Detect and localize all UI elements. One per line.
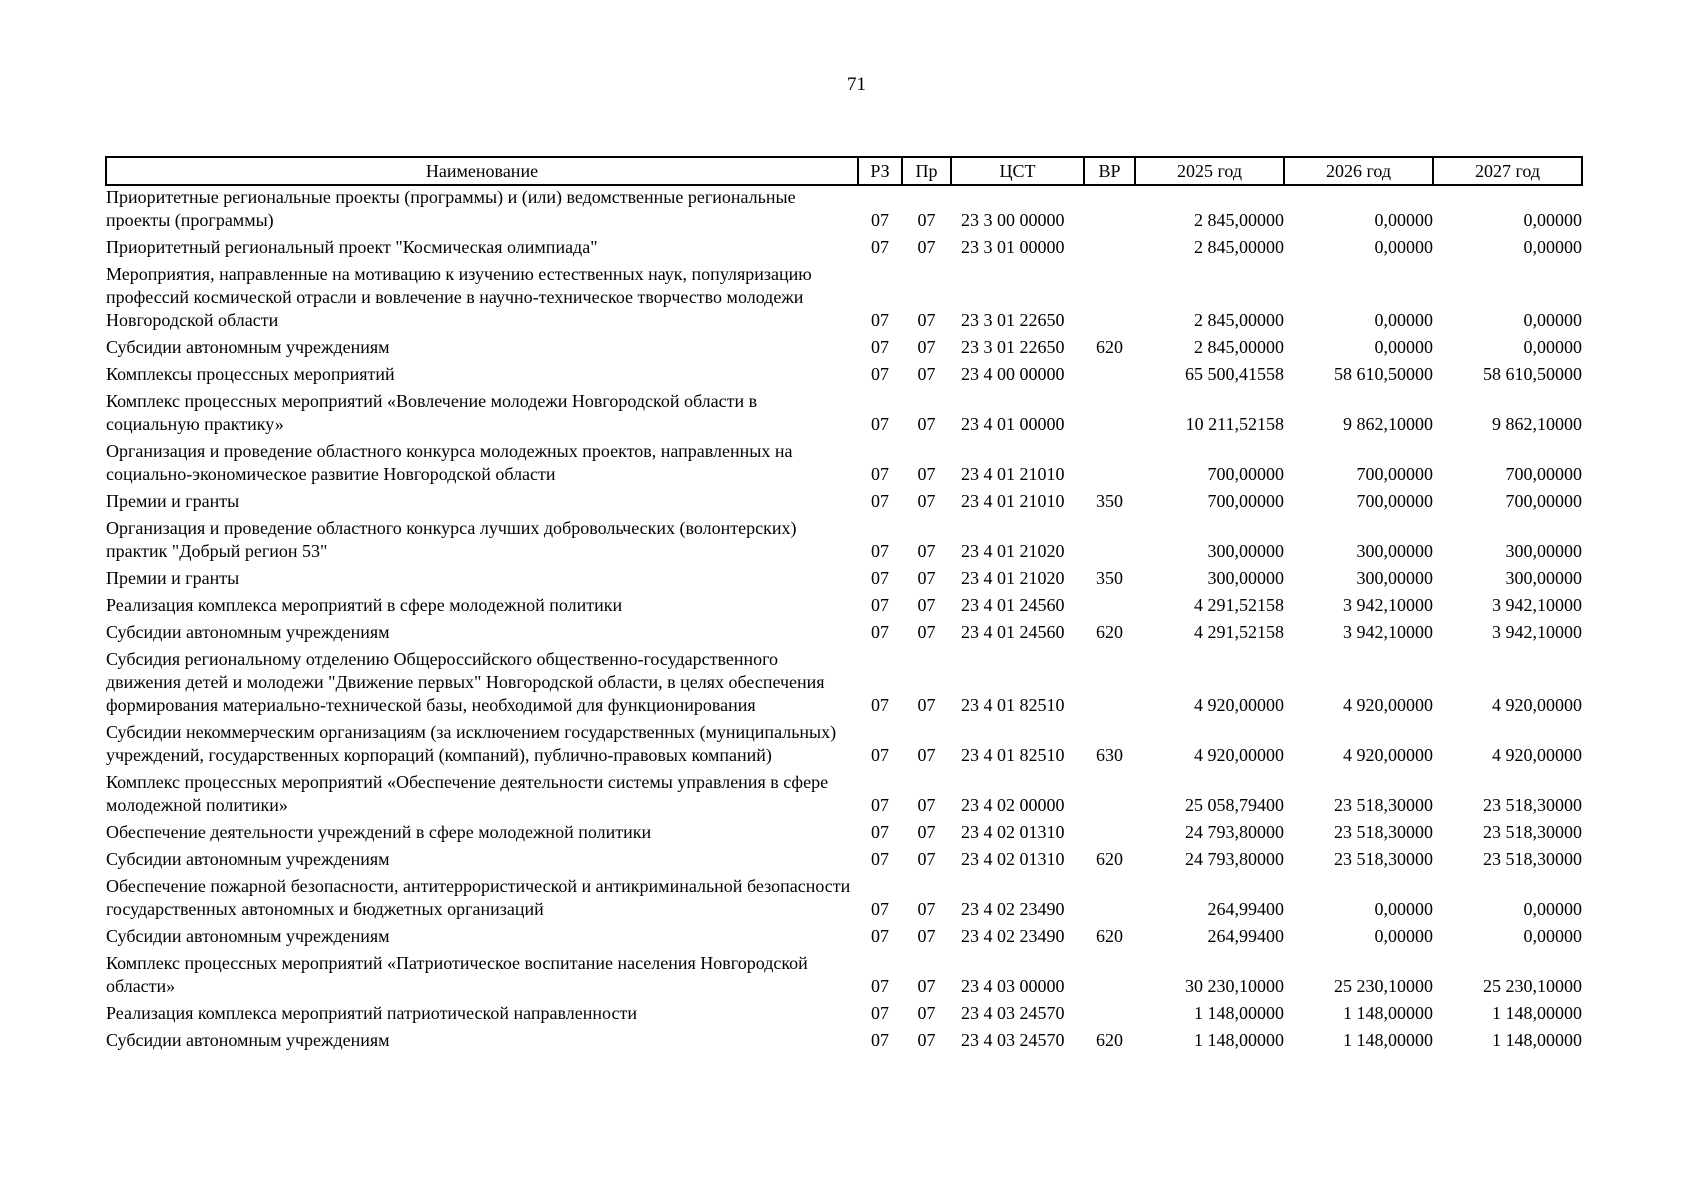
cell-rz: 07 [871, 337, 889, 357]
cell-pr: 07 [917, 541, 936, 561]
cell-2025: 1 148,00000 [1194, 1030, 1284, 1050]
cell-cst: 23 3 01 22650 [961, 310, 1065, 330]
header-rz: РЗ [858, 157, 902, 185]
table-row [106, 925, 1582, 952]
table-row [106, 236, 1582, 263]
cell-rz: 07 [871, 1003, 889, 1023]
cell-vr [1084, 648, 1135, 721]
cell-cst: 23 4 02 23490 [961, 926, 1065, 946]
cell-2027: 9 862,10000 [1492, 414, 1582, 434]
cell-vr [1084, 517, 1135, 567]
cell-2025: 4 920,00000 [1194, 745, 1284, 765]
cell-2025: 1 148,00000 [1194, 1003, 1284, 1023]
cell-name: Реализация комплекса мероприятий патриотической направленности [106, 1003, 637, 1023]
table-row [106, 363, 1582, 390]
cell-cst: 23 4 01 21020 [961, 541, 1065, 561]
table-row [106, 517, 1582, 567]
cell-2026: 0,00000 [1374, 337, 1433, 357]
cell-cst: 23 4 01 82510 [961, 745, 1065, 765]
cell-2027: 58 610,50000 [1483, 364, 1582, 384]
cell-2025: 300,00000 [1207, 541, 1284, 561]
cell-2026: 23 518,30000 [1334, 822, 1433, 842]
cell-2026: 4 920,00000 [1343, 745, 1433, 765]
cell-2025: 700,00000 [1207, 464, 1284, 484]
header-2026: 2026 год [1284, 157, 1433, 185]
cell-name: Приоритетные региональные проекты (программы) и (или) ведомственные региональные проекты (программы) [106, 187, 796, 230]
table-row [106, 821, 1582, 848]
cell-vr: 350 [1096, 568, 1123, 588]
table-row [106, 567, 1582, 594]
cell-name: Организация и проведение областного конкурса молодежных проектов, направленных на социально-экономическое развитие Новгородской области [106, 441, 793, 484]
cell-2026: 23 518,30000 [1334, 849, 1433, 869]
cell-vr [1084, 594, 1135, 621]
cell-name: Субсидии автономным учреждениям [106, 926, 390, 946]
cell-pr: 07 [917, 622, 936, 642]
cell-name: Комплекс процессных мероприятий «Патриотическое воспитание населения Новгородской области» [106, 953, 808, 996]
cell-2026: 0,00000 [1374, 210, 1433, 230]
cell-2025: 2 845,00000 [1194, 210, 1284, 230]
cell-vr [1084, 875, 1135, 925]
cell-name: Обеспечение деятельности учреждений в сфере молодежной политики [106, 822, 652, 842]
table-row [106, 875, 1582, 925]
cell-pr: 07 [917, 210, 936, 230]
table-row [106, 390, 1582, 440]
table-row [106, 490, 1582, 517]
cell-vr: 620 [1096, 926, 1123, 946]
cell-pr: 07 [917, 745, 936, 765]
cell-2027: 0,00000 [1523, 310, 1582, 330]
cell-cst: 23 4 01 82510 [961, 695, 1065, 715]
cell-2027: 0,00000 [1523, 926, 1582, 946]
cell-pr: 07 [917, 337, 936, 357]
cell-pr: 07 [917, 695, 936, 715]
cell-pr: 07 [917, 595, 936, 615]
table-row [106, 621, 1582, 648]
cell-2027: 0,00000 [1523, 899, 1582, 919]
cell-name: Мероприятия, направленные на мотивацию к изучению естественных наук, популяризацию профессий космической отрасли и вовлечение в научно-техническое творчество молодежи Новгородской области [106, 264, 812, 330]
cell-vr [1084, 821, 1135, 848]
cell-pr: 07 [917, 1003, 936, 1023]
cell-2025: 4 291,52158 [1194, 622, 1284, 642]
budget-table [105, 156, 1583, 1056]
cell-vr [1084, 363, 1135, 390]
cell-pr: 07 [917, 1030, 936, 1050]
cell-rz: 07 [871, 849, 889, 869]
cell-2025: 10 211,52158 [1185, 414, 1284, 434]
cell-2026: 23 518,30000 [1334, 795, 1433, 815]
cell-cst: 23 3 01 22650 [961, 337, 1065, 357]
cell-2025: 30 230,10000 [1185, 976, 1284, 996]
cell-rz: 07 [871, 595, 889, 615]
cell-cst: 23 4 01 24560 [961, 595, 1065, 615]
cell-cst: 23 4 02 00000 [961, 795, 1065, 815]
cell-pr: 07 [917, 464, 936, 484]
cell-2025: 4 291,52158 [1194, 595, 1284, 615]
cell-2026: 3 942,10000 [1343, 595, 1433, 615]
cell-vr: 620 [1096, 849, 1123, 869]
table-row [106, 185, 1582, 236]
cell-2025: 25 058,79400 [1185, 795, 1284, 815]
cell-2025: 264,99400 [1207, 899, 1284, 919]
cell-2026: 58 610,50000 [1334, 364, 1433, 384]
cell-cst: 23 4 03 00000 [961, 976, 1065, 996]
cell-rz: 07 [871, 210, 889, 230]
cell-vr [1084, 236, 1135, 263]
header-pr: Пр [902, 157, 951, 185]
cell-2026: 300,00000 [1356, 568, 1433, 588]
cell-pr: 07 [917, 414, 936, 434]
cell-name: Премии и гранты [106, 568, 240, 588]
cell-vr [1084, 771, 1135, 821]
table-row [106, 1029, 1582, 1056]
cell-cst: 23 4 01 21020 [961, 568, 1065, 588]
cell-rz: 07 [871, 237, 889, 257]
page-number: 71 [847, 74, 866, 95]
cell-2026: 25 230,10000 [1334, 976, 1433, 996]
cell-vr [1084, 1002, 1135, 1029]
cell-2025: 4 920,00000 [1194, 695, 1284, 715]
cell-2027: 1 148,00000 [1492, 1003, 1582, 1023]
cell-pr: 07 [917, 310, 936, 330]
table-row [106, 263, 1582, 336]
cell-vr [1084, 185, 1135, 236]
cell-2027: 1 148,00000 [1492, 1030, 1582, 1050]
cell-2025: 65 500,41558 [1185, 364, 1284, 384]
cell-pr: 07 [917, 491, 936, 511]
header-name: Наименование [106, 157, 858, 185]
cell-cst: 23 4 02 01310 [961, 849, 1065, 869]
cell-rz: 07 [871, 899, 889, 919]
cell-2027: 25 230,10000 [1483, 976, 1582, 996]
table-row [106, 952, 1582, 1002]
cell-2026: 9 862,10000 [1343, 414, 1433, 434]
cell-2027: 700,00000 [1505, 491, 1582, 511]
cell-2027: 0,00000 [1523, 337, 1582, 357]
cell-cst: 23 4 00 00000 [961, 364, 1065, 384]
cell-rz: 07 [871, 464, 889, 484]
cell-pr: 07 [917, 237, 936, 257]
cell-2026: 0,00000 [1374, 237, 1433, 257]
cell-2025: 2 845,00000 [1194, 337, 1284, 357]
cell-2025: 700,00000 [1207, 491, 1284, 511]
cell-2027: 300,00000 [1505, 541, 1582, 561]
cell-name: Комплекс процессных мероприятий «Вовлечение молодежи Новгородской области в социальную практику» [106, 391, 758, 434]
cell-vr: 620 [1096, 622, 1123, 642]
cell-2027: 700,00000 [1505, 464, 1582, 484]
table-body [106, 185, 1582, 1056]
table-row [106, 848, 1582, 875]
cell-rz: 07 [871, 795, 889, 815]
cell-pr: 07 [917, 568, 936, 588]
header-2025: 2025 год [1135, 157, 1284, 185]
cell-rz: 07 [871, 695, 889, 715]
cell-2025: 2 845,00000 [1194, 237, 1284, 257]
cell-vr [1084, 390, 1135, 440]
table-row [106, 648, 1582, 721]
cell-rz: 07 [871, 491, 889, 511]
cell-rz: 07 [871, 622, 889, 642]
cell-vr [1084, 263, 1135, 336]
cell-rz: 07 [871, 414, 889, 434]
cell-cst: 23 4 02 01310 [961, 822, 1065, 842]
cell-vr: 350 [1096, 491, 1123, 511]
cell-rz: 07 [871, 568, 889, 588]
cell-cst: 23 3 01 00000 [961, 237, 1065, 257]
cell-vr [1084, 952, 1135, 1002]
cell-2026: 3 942,10000 [1343, 622, 1433, 642]
cell-2026: 300,00000 [1356, 541, 1433, 561]
cell-pr: 07 [917, 795, 936, 815]
table-row [106, 440, 1582, 490]
cell-name: Премии и гранты [106, 491, 240, 511]
cell-name: Обеспечение пожарной безопасности, антитеррористической и антикриминальной безопасности государственных автономных и бюджетных организаций [106, 876, 851, 919]
table-row [106, 1002, 1582, 1029]
cell-2027: 23 518,30000 [1483, 795, 1582, 815]
cell-vr [1084, 440, 1135, 490]
cell-name: Субсидии некоммерческим организациям (за исключением государственных (муниципальных) учреждений, государственных корпораций (компаний), публично-правовых компаний) [106, 722, 837, 765]
cell-rz: 07 [871, 745, 889, 765]
cell-cst: 23 4 03 24570 [961, 1030, 1065, 1050]
cell-cst: 23 4 01 21010 [961, 464, 1065, 484]
cell-2027: 3 942,10000 [1492, 595, 1582, 615]
cell-pr: 07 [917, 976, 936, 996]
cell-name: Приоритетный региональный проект "Космическая олимпиада" [106, 237, 598, 257]
cell-vr: 620 [1096, 1030, 1123, 1050]
cell-2025: 2 845,00000 [1194, 310, 1284, 330]
table-row [106, 336, 1582, 363]
cell-2026: 1 148,00000 [1343, 1030, 1433, 1050]
cell-2026: 0,00000 [1374, 899, 1433, 919]
cell-2027: 23 518,30000 [1483, 849, 1582, 869]
cell-name: Комплекс процессных мероприятий «Обеспечение деятельности системы управления в сфере молодежной политики» [106, 772, 829, 815]
cell-name: Комплексы процессных мероприятий [106, 364, 395, 384]
cell-2027: 300,00000 [1505, 568, 1582, 588]
cell-2026: 4 920,00000 [1343, 695, 1433, 715]
cell-2026: 0,00000 [1374, 926, 1433, 946]
cell-2027: 0,00000 [1523, 210, 1582, 230]
cell-name: Субсидии автономным учреждениям [106, 337, 390, 357]
cell-rz: 07 [871, 1030, 889, 1050]
table-header-row [106, 157, 1582, 185]
cell-2026: 700,00000 [1356, 464, 1433, 484]
cell-2027: 4 920,00000 [1492, 745, 1582, 765]
cell-2025: 24 793,80000 [1185, 822, 1284, 842]
cell-name: Субсидии автономным учреждениям [106, 1030, 390, 1050]
cell-2027: 23 518,30000 [1483, 822, 1582, 842]
cell-2026: 0,00000 [1374, 310, 1433, 330]
header-cst: ЦСТ [951, 157, 1084, 185]
header-2027: 2027 год [1433, 157, 1582, 185]
cell-pr: 07 [917, 899, 936, 919]
cell-cst: 23 4 03 24570 [961, 1003, 1065, 1023]
cell-vr: 630 [1096, 745, 1123, 765]
cell-2025: 264,99400 [1207, 926, 1284, 946]
cell-cst: 23 4 01 24560 [961, 622, 1065, 642]
cell-2026: 1 148,00000 [1343, 1003, 1433, 1023]
cell-2025: 300,00000 [1207, 568, 1284, 588]
cell-name: Субсидии автономным учреждениям [106, 622, 390, 642]
cell-name: Реализация комплекса мероприятий в сфере молодежной политики [106, 595, 623, 615]
cell-pr: 07 [917, 364, 936, 384]
cell-cst: 23 4 01 00000 [961, 414, 1065, 434]
cell-cst: 23 3 00 00000 [961, 210, 1065, 230]
table-row [106, 771, 1582, 821]
cell-pr: 07 [917, 926, 936, 946]
cell-rz: 07 [871, 364, 889, 384]
cell-2027: 3 942,10000 [1492, 622, 1582, 642]
cell-rz: 07 [871, 822, 889, 842]
table-row [106, 721, 1582, 771]
header-vr: ВР [1084, 157, 1135, 185]
cell-pr: 07 [917, 822, 936, 842]
cell-rz: 07 [871, 541, 889, 561]
cell-2027: 0,00000 [1523, 237, 1582, 257]
cell-2027: 4 920,00000 [1492, 695, 1582, 715]
cell-name: Субсидии автономным учреждениям [106, 849, 390, 869]
cell-rz: 07 [871, 926, 889, 946]
table-row [106, 594, 1582, 621]
cell-2025: 24 793,80000 [1185, 849, 1284, 869]
cell-rz: 07 [871, 310, 889, 330]
cell-2026: 700,00000 [1356, 491, 1433, 511]
cell-rz: 07 [871, 976, 889, 996]
cell-vr: 620 [1096, 337, 1123, 357]
cell-cst: 23 4 01 21010 [961, 491, 1065, 511]
cell-cst: 23 4 02 23490 [961, 899, 1065, 919]
cell-name: Субсидия региональному отделению Общероссийского общественно-государственного движения детей и молодежи "Движение первых" Новгородской области, в целях обеспечения формирования материально-технической базы, необходимой для функционирования [106, 649, 825, 715]
cell-pr: 07 [917, 849, 936, 869]
cell-name: Организация и проведение областного конкурса лучших добровольческих (волонтерских) практик "Добрый регион 53" [106, 518, 797, 561]
